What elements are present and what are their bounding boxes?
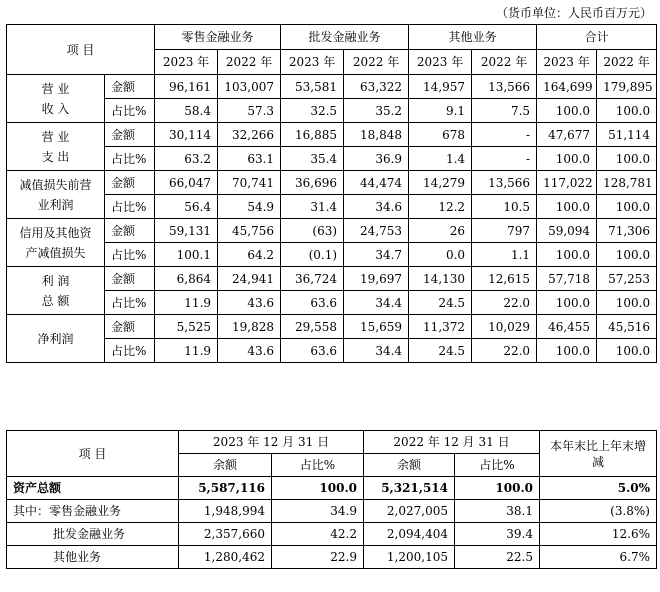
value-cell: 34.4 (344, 339, 409, 363)
value-cell: 22.0 (472, 339, 537, 363)
value-cell: 58.4 (155, 99, 218, 123)
value-cell: 12.6% (540, 523, 657, 546)
value-cell: 63.6 (281, 339, 344, 363)
metric-label: 金额 (105, 219, 155, 243)
value-cell: 24.5 (409, 339, 472, 363)
value-cell: 10.5 (472, 195, 537, 219)
value-cell: 179,895 (597, 75, 657, 99)
date-header: 2023 年 12 月 31 日 (179, 431, 364, 454)
value-cell: 678 (409, 123, 472, 147)
value-cell: 100.0 (597, 195, 657, 219)
year-header: 2022 年 (597, 50, 657, 75)
value-cell: 100.0 (272, 477, 364, 500)
value-cell: 9.1 (409, 99, 472, 123)
row-label: 批发金融业务 (7, 523, 179, 546)
year-header: 2023 年 (155, 50, 218, 75)
row-label: 其中：零售金融业务 (7, 500, 179, 523)
value-cell: 38.1 (455, 500, 540, 523)
value-cell: 22.0 (472, 291, 537, 315)
group-header: 零售金融业务 (155, 25, 281, 50)
value-cell: 36,724 (281, 267, 344, 291)
sub-header: 占比% (455, 454, 540, 477)
value-cell: 100.0 (597, 339, 657, 363)
value-cell: 57,253 (597, 267, 657, 291)
group-header: 批发金融业务 (281, 25, 409, 50)
table-row (7, 546, 657, 569)
value-cell: 164,699 (537, 75, 597, 99)
value-cell: 46,455 (537, 315, 597, 339)
value-cell: 32,266 (218, 123, 281, 147)
value-cell: 30,114 (155, 123, 218, 147)
table-row (7, 291, 657, 315)
table-row (7, 339, 657, 363)
value-cell: 19,828 (218, 315, 281, 339)
metric-label: 金额 (105, 123, 155, 147)
segment-assets-table (6, 430, 657, 569)
value-cell: 24,753 (344, 219, 409, 243)
value-cell: 7.5 (472, 99, 537, 123)
group-header: 其他业务 (409, 25, 537, 50)
sub-header: 占比% (272, 454, 364, 477)
value-cell: 5,321,514 (364, 477, 455, 500)
metric-label: 占比% (105, 243, 155, 267)
value-cell: 39.4 (455, 523, 540, 546)
value-cell: 36.9 (344, 147, 409, 171)
value-cell: 5.0% (540, 477, 657, 500)
table-row (7, 75, 657, 99)
value-cell: 797 (472, 219, 537, 243)
value-cell: 35.4 (281, 147, 344, 171)
value-cell: 10,029 (472, 315, 537, 339)
value-cell: 100.0 (597, 291, 657, 315)
table-row (7, 243, 657, 267)
value-cell: 12.2 (409, 195, 472, 219)
value-cell: 100.0 (537, 243, 597, 267)
value-cell: 100.0 (537, 339, 597, 363)
table-row (7, 477, 657, 500)
value-cell: 100.0 (537, 291, 597, 315)
value-cell: (3.8%) (540, 500, 657, 523)
value-cell: 14,957 (409, 75, 472, 99)
year-header: 2022 年 (472, 50, 537, 75)
metric-label: 占比% (105, 195, 155, 219)
table-row (7, 315, 657, 339)
value-cell: 100.0 (597, 243, 657, 267)
value-cell: 100.0 (597, 99, 657, 123)
metric-label: 金额 (105, 171, 155, 195)
value-cell: 5,587,116 (179, 477, 272, 500)
metric-label: 占比% (105, 291, 155, 315)
segment-results-table (6, 24, 657, 363)
value-cell: 51,114 (597, 123, 657, 147)
value-cell: 2,094,404 (364, 523, 455, 546)
value-cell: 53,581 (281, 75, 344, 99)
value-cell: 16,885 (281, 123, 344, 147)
year-header: 2023 年 (537, 50, 597, 75)
row-label: 利 润 总 额 (7, 267, 105, 315)
metric-label: 金额 (105, 75, 155, 99)
row-label: 营 业 收 入 (7, 75, 105, 123)
value-cell: 19,697 (344, 267, 409, 291)
value-cell: 6.7% (540, 546, 657, 569)
value-cell: 43.6 (218, 339, 281, 363)
row-label: 信用及其他资 产减值损失 (7, 219, 105, 267)
value-cell: 31.4 (281, 195, 344, 219)
value-cell: 1,280,462 (179, 546, 272, 569)
value-cell: 0.0 (409, 243, 472, 267)
value-cell: 71,306 (597, 219, 657, 243)
table-row (7, 523, 657, 546)
value-cell: 43.6 (218, 291, 281, 315)
value-cell: 47,677 (537, 123, 597, 147)
value-cell: 34.9 (272, 500, 364, 523)
value-cell: 2,027,005 (364, 500, 455, 523)
value-cell: 14,130 (409, 267, 472, 291)
value-cell: 32.5 (281, 99, 344, 123)
value-cell: 34.7 (344, 243, 409, 267)
value-cell: 64.2 (218, 243, 281, 267)
table-row (7, 195, 657, 219)
currency-unit-note: （货币单位：人民币百万元） (495, 6, 652, 20)
value-cell: 57,718 (537, 267, 597, 291)
year-header: 2023 年 (281, 50, 344, 75)
value-cell: 1.1 (472, 243, 537, 267)
table-row (7, 123, 657, 147)
metric-label: 占比% (105, 99, 155, 123)
value-cell: 13,566 (472, 75, 537, 99)
year-header: 2023 年 (409, 50, 472, 75)
table-row (7, 267, 657, 291)
year-header: 2022 年 (344, 50, 409, 75)
value-cell: 54.9 (218, 195, 281, 219)
value-cell: 29,558 (281, 315, 344, 339)
item-header: 项 目 (7, 431, 179, 477)
metric-label: 金额 (105, 267, 155, 291)
value-cell: - (472, 123, 537, 147)
sub-header: 余额 (179, 454, 272, 477)
metric-label: 占比% (105, 339, 155, 363)
value-cell: 63.1 (218, 147, 281, 171)
group-header: 合计 (537, 25, 657, 50)
table-row (7, 500, 657, 523)
value-cell: 1,200,105 (364, 546, 455, 569)
value-cell: 11,372 (409, 315, 472, 339)
value-cell: 100.0 (597, 147, 657, 171)
value-cell: 70,741 (218, 171, 281, 195)
table-row (7, 99, 657, 123)
value-cell: 45,516 (597, 315, 657, 339)
metric-label: 占比% (105, 147, 155, 171)
table-row (7, 171, 657, 195)
value-cell: 59,094 (537, 219, 597, 243)
value-cell: 103,007 (218, 75, 281, 99)
value-cell: 14,279 (409, 171, 472, 195)
row-label: 营 业 支 出 (7, 123, 105, 171)
value-cell: 57.3 (218, 99, 281, 123)
row-label: 净利润 (7, 315, 105, 363)
value-cell: 24.5 (409, 291, 472, 315)
value-cell: 35.2 (344, 99, 409, 123)
value-cell: 100.0 (537, 147, 597, 171)
value-cell: 1,948,994 (179, 500, 272, 523)
value-cell: 11.9 (155, 291, 218, 315)
table-row (7, 147, 657, 171)
table-row (7, 219, 657, 243)
date-header: 2022 年 12 月 31 日 (364, 431, 540, 454)
value-cell: 22.5 (455, 546, 540, 569)
value-cell: 1.4 (409, 147, 472, 171)
value-cell: 12,615 (472, 267, 537, 291)
value-cell: 34.6 (344, 195, 409, 219)
value-cell: 100.0 (455, 477, 540, 500)
value-cell: 117,022 (537, 171, 597, 195)
row-label: 减值损失前营 业利润 (7, 171, 105, 219)
value-cell: (0.1) (281, 243, 344, 267)
value-cell: 2,357,660 (179, 523, 272, 546)
value-cell: 22.9 (272, 546, 364, 569)
value-cell: 34.4 (344, 291, 409, 315)
value-cell: 18,848 (344, 123, 409, 147)
value-cell: 128,781 (597, 171, 657, 195)
value-cell: 59,131 (155, 219, 218, 243)
value-cell: 24,941 (218, 267, 281, 291)
value-cell: 63.6 (281, 291, 344, 315)
change-header: 本年末比上年末增减 (540, 431, 657, 477)
value-cell: 11.9 (155, 339, 218, 363)
value-cell: 96,161 (155, 75, 218, 99)
value-cell: 66,047 (155, 171, 218, 195)
value-cell: (63) (281, 219, 344, 243)
value-cell: 36,696 (281, 171, 344, 195)
value-cell: - (472, 147, 537, 171)
item-header: 项 目 (7, 25, 155, 75)
sub-header: 余额 (364, 454, 455, 477)
value-cell: 100.0 (537, 99, 597, 123)
metric-label: 金额 (105, 315, 155, 339)
value-cell: 44,474 (344, 171, 409, 195)
value-cell: 63.2 (155, 147, 218, 171)
value-cell: 100.0 (537, 195, 597, 219)
value-cell: 42.2 (272, 523, 364, 546)
value-cell: 26 (409, 219, 472, 243)
value-cell: 100.1 (155, 243, 218, 267)
value-cell: 56.4 (155, 195, 218, 219)
value-cell: 13,566 (472, 171, 537, 195)
year-header: 2022 年 (218, 50, 281, 75)
value-cell: 45,756 (218, 219, 281, 243)
row-label: 资产总额 (7, 477, 179, 500)
value-cell: 6,864 (155, 267, 218, 291)
value-cell: 63,322 (344, 75, 409, 99)
value-cell: 5,525 (155, 315, 218, 339)
value-cell: 15,659 (344, 315, 409, 339)
row-label: 其他业务 (7, 546, 179, 569)
